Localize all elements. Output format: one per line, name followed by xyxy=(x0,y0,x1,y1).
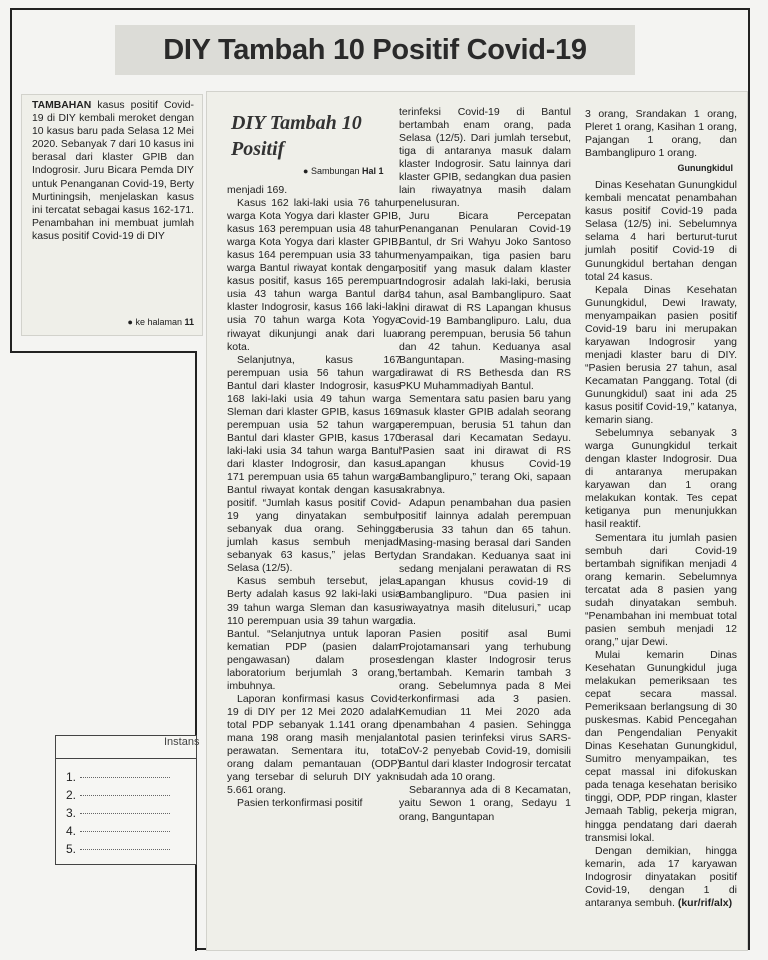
frame-border-top xyxy=(10,8,750,10)
frame-border-right xyxy=(748,8,750,948)
article-title xyxy=(231,110,362,162)
form-item xyxy=(66,770,196,784)
form-divider xyxy=(56,758,196,759)
paragraph: Dinas Kesehatan Gunungkidul kembali mencatat penambahan kasus positif Covid-19 pada Selasa (12/5) ini. Sebelumnya selama 4 hari berturut-turut jumlah positif Covid-19 di Gunungkidul bertahan dengan total 24 kasus. xyxy=(585,179,737,283)
paragraph xyxy=(585,845,737,910)
paragraph: Kasus sembuh tersebut, jelas Berty adalah kasus 92 laki-laki usia 39 tahun warga Sleman dan kasus 110 perempuan usia 39 tahun warga Bantul. “Selanjutnya untuk laporan kematian PDP (pasien dalam pengawasan) dalam proses laboratorium berjumlah 3 orang,” imbuhnya. xyxy=(227,575,401,692)
continue-label: ke halaman xyxy=(135,317,182,327)
teaser-body: kasus positif Covid-19 di DIY kembali meroket dengan 10 kasus baru pada Selasa 12 Mei 2020. Sebanyak 7 dari 10 kasus ini berasal dari klaster GPIB dan Indogrosir. Juru Bicara Pemda DIY untuk Penanganan Covid-19, Berty Murtiningsih, menjelaskan kasus ini tercatat sebagai kasus 162-171. Penambahan ini membuat jumlah kasus positif Covid-19 di DIY xyxy=(32,100,194,242)
form-item xyxy=(66,788,196,802)
paragraph: 3 orang, Srandakan 1 orang, Pleret 1 orang, Kasihan 1 orang, Pajangan 1 orang, dan Bambanglipuro 1 orang. xyxy=(585,108,737,160)
form-item-number: 5. xyxy=(66,842,77,856)
headline-clipping xyxy=(115,25,635,75)
paragraph: Pasien terkonfirmasi positif xyxy=(237,797,363,810)
paragraph: terinfeksi Covid-19 di Bantul bertambah enam orang, pada Selasa (12/5). Dari jumlah tersebut, tiga di antaranya masuk dalam klaster Indogrosir. Satu lainnya dari klaster GPIB, sedangkan dua pasien lain riwayatnya masih dalam penelusuran. xyxy=(399,106,571,210)
frame-border-left xyxy=(10,8,12,353)
continuation-note: ● Sambungan Hal 1 xyxy=(303,166,384,176)
paragraph: Sebelumnya sebanyak 3 warga Gunungkidul terkait dengan klaster Indogrosir. Dua di antaranya merupakan karyawan dan 1 orang melakukan kontak. Tes cepat ketiganya pun menunjukkan hasil reaktif. xyxy=(585,427,737,531)
frame-border-step xyxy=(10,351,196,353)
paragraph: Kepala Dinas Kesehatan Gunungkidul, Dewi Irawaty, menyampaikan pasien positif Covid-19 baru ini merupakan karyawan Indogrosir yang menjadi klaster baru di DIY. “Pasien berusia 27 tahun, asal Kecamatan Panggang. Total (di Gunungkidul) saat ini ada 25 kasus positif Covid-19,” katanya, kemarin siang. xyxy=(585,283,737,427)
paragraph: Kasus 162 laki-laki usia 76 tahun warga Kota Yogya dari klaster GPIB, kasus 163 perempuan usia 48 tahun warga Kota Yogya dari klaster GPIB, kasus 164 perempuan usia 33 tahun warga Bantul riwayat kontak dengan kasus positif, kasus 165 perempuan usia 43 tahun warga Bantul dari klaster Indogrosir, kasus 166 laki-laki usia 70 tahun warga Kota Yogya riwayat dikunjungi anak dari luar kota. xyxy=(227,197,401,353)
form-item-line xyxy=(80,813,170,814)
paragraph: Adapun penambahan dua pasien positif lainnya adalah perempuan berusia 33 tahun dan 65 tahun. Masing-masing berasal dari Sanden dan Srandakan. Keduanya saat ini sedang menjalani perawatan di RS Lapangan khusus covid-19 di Bambanglipuro. “Dua pasien ini riwayatnya masih ditelusuri,” ucap dia. xyxy=(399,497,571,627)
paragraph: Sementara itu jumlah pasien sembuh dari Covid-19 bertambah signifikan menjadi 4 orang kemarin. Sebelumnya tercatat ada 8 pasien yang sudah dinyatakan sembuh. “Penambahan ini membuat total pasien sembuh menjadi 12 orang,” ujar Dewi. xyxy=(585,531,737,648)
form-item-number: 4. xyxy=(66,824,77,838)
article-column-1 xyxy=(227,184,401,810)
teaser-lead: TAMBAHAN xyxy=(32,100,92,111)
form-item-number: 2. xyxy=(66,788,77,802)
article-title-line2: Positif xyxy=(231,138,285,160)
article-column-3 xyxy=(585,108,737,910)
headline: DIY Tambah 10 Positif Covid-19 xyxy=(163,33,587,66)
form-title: Instans xyxy=(164,736,200,748)
continue-page: 11 xyxy=(184,317,194,327)
form-item xyxy=(66,806,196,820)
paragraph: menjadi 169. xyxy=(227,184,288,196)
paragraph: Selanjutnya, kasus 167 perempuan usia 56 tahun warga Bantul dari klaster Indogrosir, kasus 168 laki-laki usia 49 tahun warga Sleman dari klaster GPIB, kasus 169 perempuan usia 52 tahun warga Bantul dari klaster GPIB, kasus 170 laki-laki usia 34 tahun warga Bantul dari klaster Indogrosir, dan kasus 171 perempuan usia 65 tahun warga Bantul riwayat kontak dengan kasus positif. “Jumlah kasus positif Covid-19 yang dinyatakan sembuh sebanyak dua orang. Sehingga jumlah kasus sembuh menjadi sebanyak 63 kasus,” jelas Berty, Selasa (12/5). xyxy=(227,353,401,575)
form-item xyxy=(66,842,196,856)
paragraph: Sebarannya ada di 8 Kecamatan, yaitu Sewon 1 orang, Sedayu 1 orang, Banguntapan xyxy=(399,784,571,823)
paragraph: Juru Bicara Percepatan Penanganan Penularan Covid-19 Bantul, dr Sri Wahyu Joko Santoso menyampaikan, tiga pasien baru positif yang masuk dalam klaster Indogrosir adalah laki-laki, berusia 34 tahun, asal Bambanglipuro. Saat ini dirawat di RS Lapangan khusus Covid-19 Bambanglipuro. Lalu, dua orang perempuan, berusia 56 tahun dan 42 tahun. Keduanya asal Banguntapan. Masing-masing dirawat di RS Bethesda dan RS PKU Muhammadiyah Bantul. xyxy=(399,210,571,392)
form-item-line xyxy=(80,831,170,832)
paragraph: Laporan konfirmasi kasus Covid-19 di DIY per 12 Mei 2020 adalah total PDP sebanyak 1.141 orang di mana 198 orang masih menjalani perawatan. Sementara itu, total orang dalam pemantauan (ODP) yang tersebar di seluruh DIY yakni 5.661 orang. xyxy=(227,692,401,797)
form-item-number: 1. xyxy=(66,770,77,784)
form-item-line xyxy=(80,777,170,778)
form-item xyxy=(66,824,196,838)
sambungan-page: Hal 1 xyxy=(362,166,384,176)
instansi-form xyxy=(55,735,200,865)
teaser-text xyxy=(32,99,194,243)
form-item-line xyxy=(80,795,170,796)
form-item-number: 3. xyxy=(66,806,77,820)
paragraph: Sementara satu pasien baru yang masuk klaster GPIB adalah seorang perempuan, berusia 51 tahun dan berasal dari Kecamatan Sedayu. “Pasien saat ini dirawat di RS Lapangan khusus Covid-19 Bambanglipuro,” terang Oki, sapaan akrabnya. xyxy=(399,393,571,497)
article-title-line1: DIY Tambah 10 xyxy=(231,112,362,134)
section-subhead: Gunungkidul xyxy=(677,163,733,174)
closing-text: Dengan demikian, hingga kemarin, ada 17 karyawan Indogrosir dinyatakan positif Covid-19, dengan 1 di antaranya sembuh. xyxy=(585,844,737,909)
teaser-clipping xyxy=(22,95,202,335)
continue-note: ● ke halaman 11 xyxy=(127,317,194,327)
article-column-2 xyxy=(399,106,571,824)
paragraph: Mulai kemarin Dinas Kesehatan Gunungkidul juga melakukan pemeriksaan tes cepat secara massal. Pemeriksaan berlangsung di 30 puskesmas. Kabid Pencegahan dan Pengendalian Penyakit Dinas Kesehatan Gunungkidul, Sumitro menyampaikan, tes cepat massal ini difokuskan pada tenaga kesehatan berisiko tinggi, ODP, PDP ringan, klaster Jemaah Tablig, pekerja migran, hingga pendatang dari daerah transmisi lokal. xyxy=(585,648,737,844)
paragraph: Pasien positif asal Bumi Projotamansari yang terhubung dengan klaster Indogrosir terus bertambah. Kemarin tambah 3 orang. Sebelumnya pada 8 Mei terkonfirmasi ada 3 pasien. Kemudian 11 Mei 2020 ada penambahan 4 pasien. Sehingga total pasien terinfeksi virus SARS-CoV-2 penyebab Covid-19, domisili Bantul dari klaster Indogrosir tercatat sudah ada 10 orang. xyxy=(399,627,571,784)
article-clipping xyxy=(207,92,747,950)
form-item-line xyxy=(80,849,170,850)
byline: (kur/rif/alx) xyxy=(677,896,733,909)
sambungan-label: Sambungan xyxy=(310,166,360,176)
